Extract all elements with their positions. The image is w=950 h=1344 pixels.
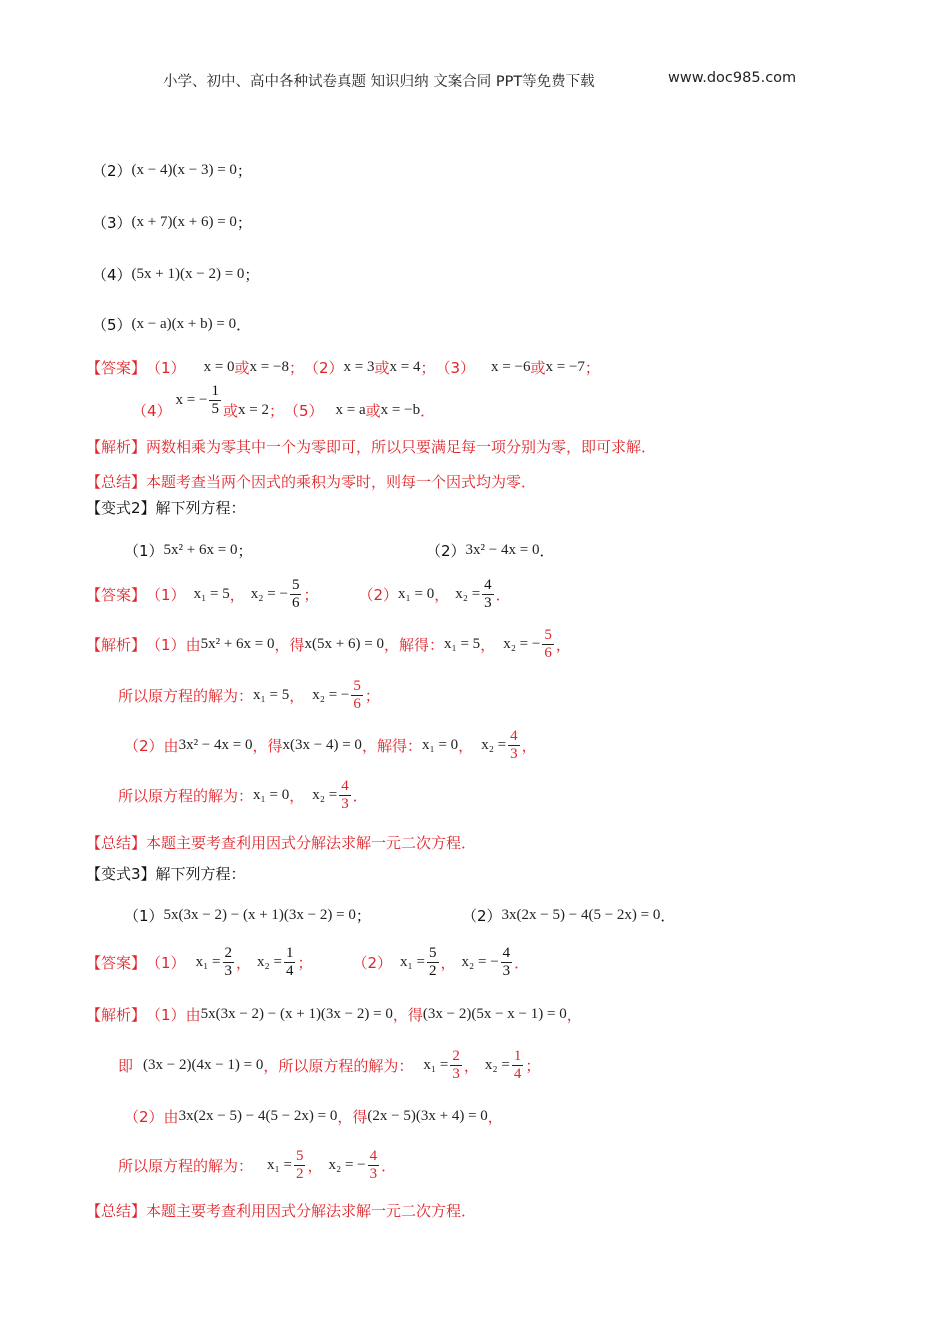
variant-2-problem-1: （1） 5x² + 6x = 0 ； — [124, 542, 253, 560]
variant-3-problem-2: （2） 3x(2x − 5) − 4(5 − 2x) = 0 ． — [462, 907, 676, 925]
fraction: $\frac{5}{6}$ — [291, 577, 300, 611]
header-website: www.doc985.com — [668, 70, 797, 86]
fraction: $\frac{2}{3}$ — [452, 1048, 460, 1082]
header-text: 小学、初中、高中各种试卷真题 知识归纳 文案合同 PPT等免费下载 — [163, 74, 595, 90]
answer-1-line1: 【答案】 （1） x = 0 或 x = −8 ； （2） x = 3 或 x = 4 ； （3） x = −6 或 x = −7 ； — [86, 359, 600, 377]
fraction: $\frac{5}{2}$ — [295, 1148, 304, 1182]
fraction: $\frac{5}{6}$ — [544, 627, 552, 661]
fraction: $\frac{4}{3}$ — [502, 945, 511, 979]
fraction: $\frac{4}{3}$ — [510, 728, 518, 762]
variant-2-summary: 【总结】本题主要考查利用因式分解法求解一元二次方程． — [86, 834, 477, 852]
variant-3-analysis-1-ji: 即 (3x − 2)(4x − 1) = 0 ， 所以原方程的解为： x₁ = $\frac{2}{3}$ ， x₂ = $\frac{1}{4}$ ； — [118, 1048, 541, 1082]
problem-5: （5） (x − a)(x + b) = 0 ． — [92, 316, 252, 334]
page-header — [163, 70, 595, 91]
fraction: $\frac{4}{3}$ — [341, 778, 349, 812]
variant-2-analysis-2-result: 所以原方程的解为： x₁ = 0 ， x₂ = $\frac{4}{3}$ ． — [118, 778, 368, 812]
problem-3: （3） (x + 7)(x + 6) = 0 ； — [92, 214, 252, 232]
variant-2-answer: 【答案】 （1） x₁ = 5 ， x₂ = − $\frac{5}{6}$ ； （2） x₁ = 0 ， x₂ = $\frac{4}{3}$ ． — [86, 577, 511, 611]
fraction: $\frac{1}{5}$ — [211, 383, 219, 417]
variant-2-problem-2: （2） 3x² − 4x = 0 ． — [426, 542, 555, 560]
variant-3-answer: 【答案】 （1） x₁ = $\frac{2}{3}$ ， x₂ = $\frac{1}{4}$ ； （2） x₁ = $\frac{5}{2}$ ， x₂ = − $\frac{4}{3}$ ． — [86, 945, 530, 979]
fraction: $\frac{2}{3}$ — [224, 945, 233, 979]
problem-4: （4） (5x + 1)(x − 2) = 0 ； — [92, 266, 260, 284]
equation: (x − 4)(x − 3) = 0 — [131, 162, 237, 178]
variant-3-analysis-1: 【解析】 （1） 由 5x(3x − 2) − (x + 1)(3x − 2) = 0 ， 得 (3x − 2)(5x − x − 1) = 0 ， — [86, 1006, 582, 1024]
answer-1-line2: （4） x = − $\frac{1}{5}$ 或 x = 2 ； （5） x = a 或 x = −b ． — [132, 383, 436, 420]
analysis-1: 【解析】两数相乘为零其中一个为零即可，所以只要满足每一项分别为零，即可求解． — [86, 438, 657, 456]
variant-2-analysis-2: （2） 由 3x² − 4x = 0 ， 得 x(3x − 4) = 0 ， 解得： x₁ = 0 ， x₂ = $\frac{4}{3}$ ， — [124, 728, 537, 762]
variant-3-analysis-2: （2） 由 3x(2x − 5) − 4(5 − 2x) = 0 ， 得 (2x − 5)(3x + 4) = 0 ， — [124, 1108, 503, 1126]
equation: (x + 7)(x + 6) = 0 — [131, 214, 237, 230]
problem-2: （2） (x − 4)(x − 3) = 0 ； — [92, 162, 252, 180]
fraction: $\frac{1}{4}$ — [285, 945, 294, 979]
variant-3-analysis-2-result: 所以原方程的解为： x₁ = $\frac{5}{2}$ ， x₂ = − $\frac{4}{3}$ ． — [118, 1148, 397, 1182]
equation: (x − a)(x + b) = 0 — [131, 316, 237, 332]
fraction: $\frac{5}{2}$ — [429, 945, 437, 979]
variant-3-heading: 【变式3】解下列方程： — [86, 865, 246, 883]
fraction: $\frac{4}{3}$ — [484, 577, 492, 611]
variant-3-summary: 【总结】本题主要考查利用因式分解法求解一元二次方程． — [86, 1202, 477, 1220]
summary-1: 【总结】本题考查当两个因式的乘积为零时，则每一个因式均为零． — [86, 473, 537, 491]
variant-3-problem-1: （1） 5x(3x − 2) − (x + 1)(3x − 2) = 0 ； — [124, 907, 371, 925]
fraction: $\frac{1}{4}$ — [513, 1048, 522, 1082]
equation: (5x + 1)(x − 2) = 0 — [131, 266, 245, 282]
variant-2-analysis-1: 【解析】 （1） 由 5x² + 6x = 0 ， 得 x(5x + 6) = 0 ， 解得： x₁ = 5 ， x₂ = − $\frac{5}{6}$ ， — [86, 627, 571, 661]
fraction: $\frac{5}{6}$ — [353, 678, 361, 712]
variant-2-analysis-1-result: 所以原方程的解为： x₁ = 5 ， x₂ = − $\frac{5}{6}$ ； — [118, 678, 380, 712]
fraction: $\frac{4}{3}$ — [369, 1148, 378, 1182]
variant-2-heading: 【变式2】解下列方程： — [86, 499, 246, 517]
